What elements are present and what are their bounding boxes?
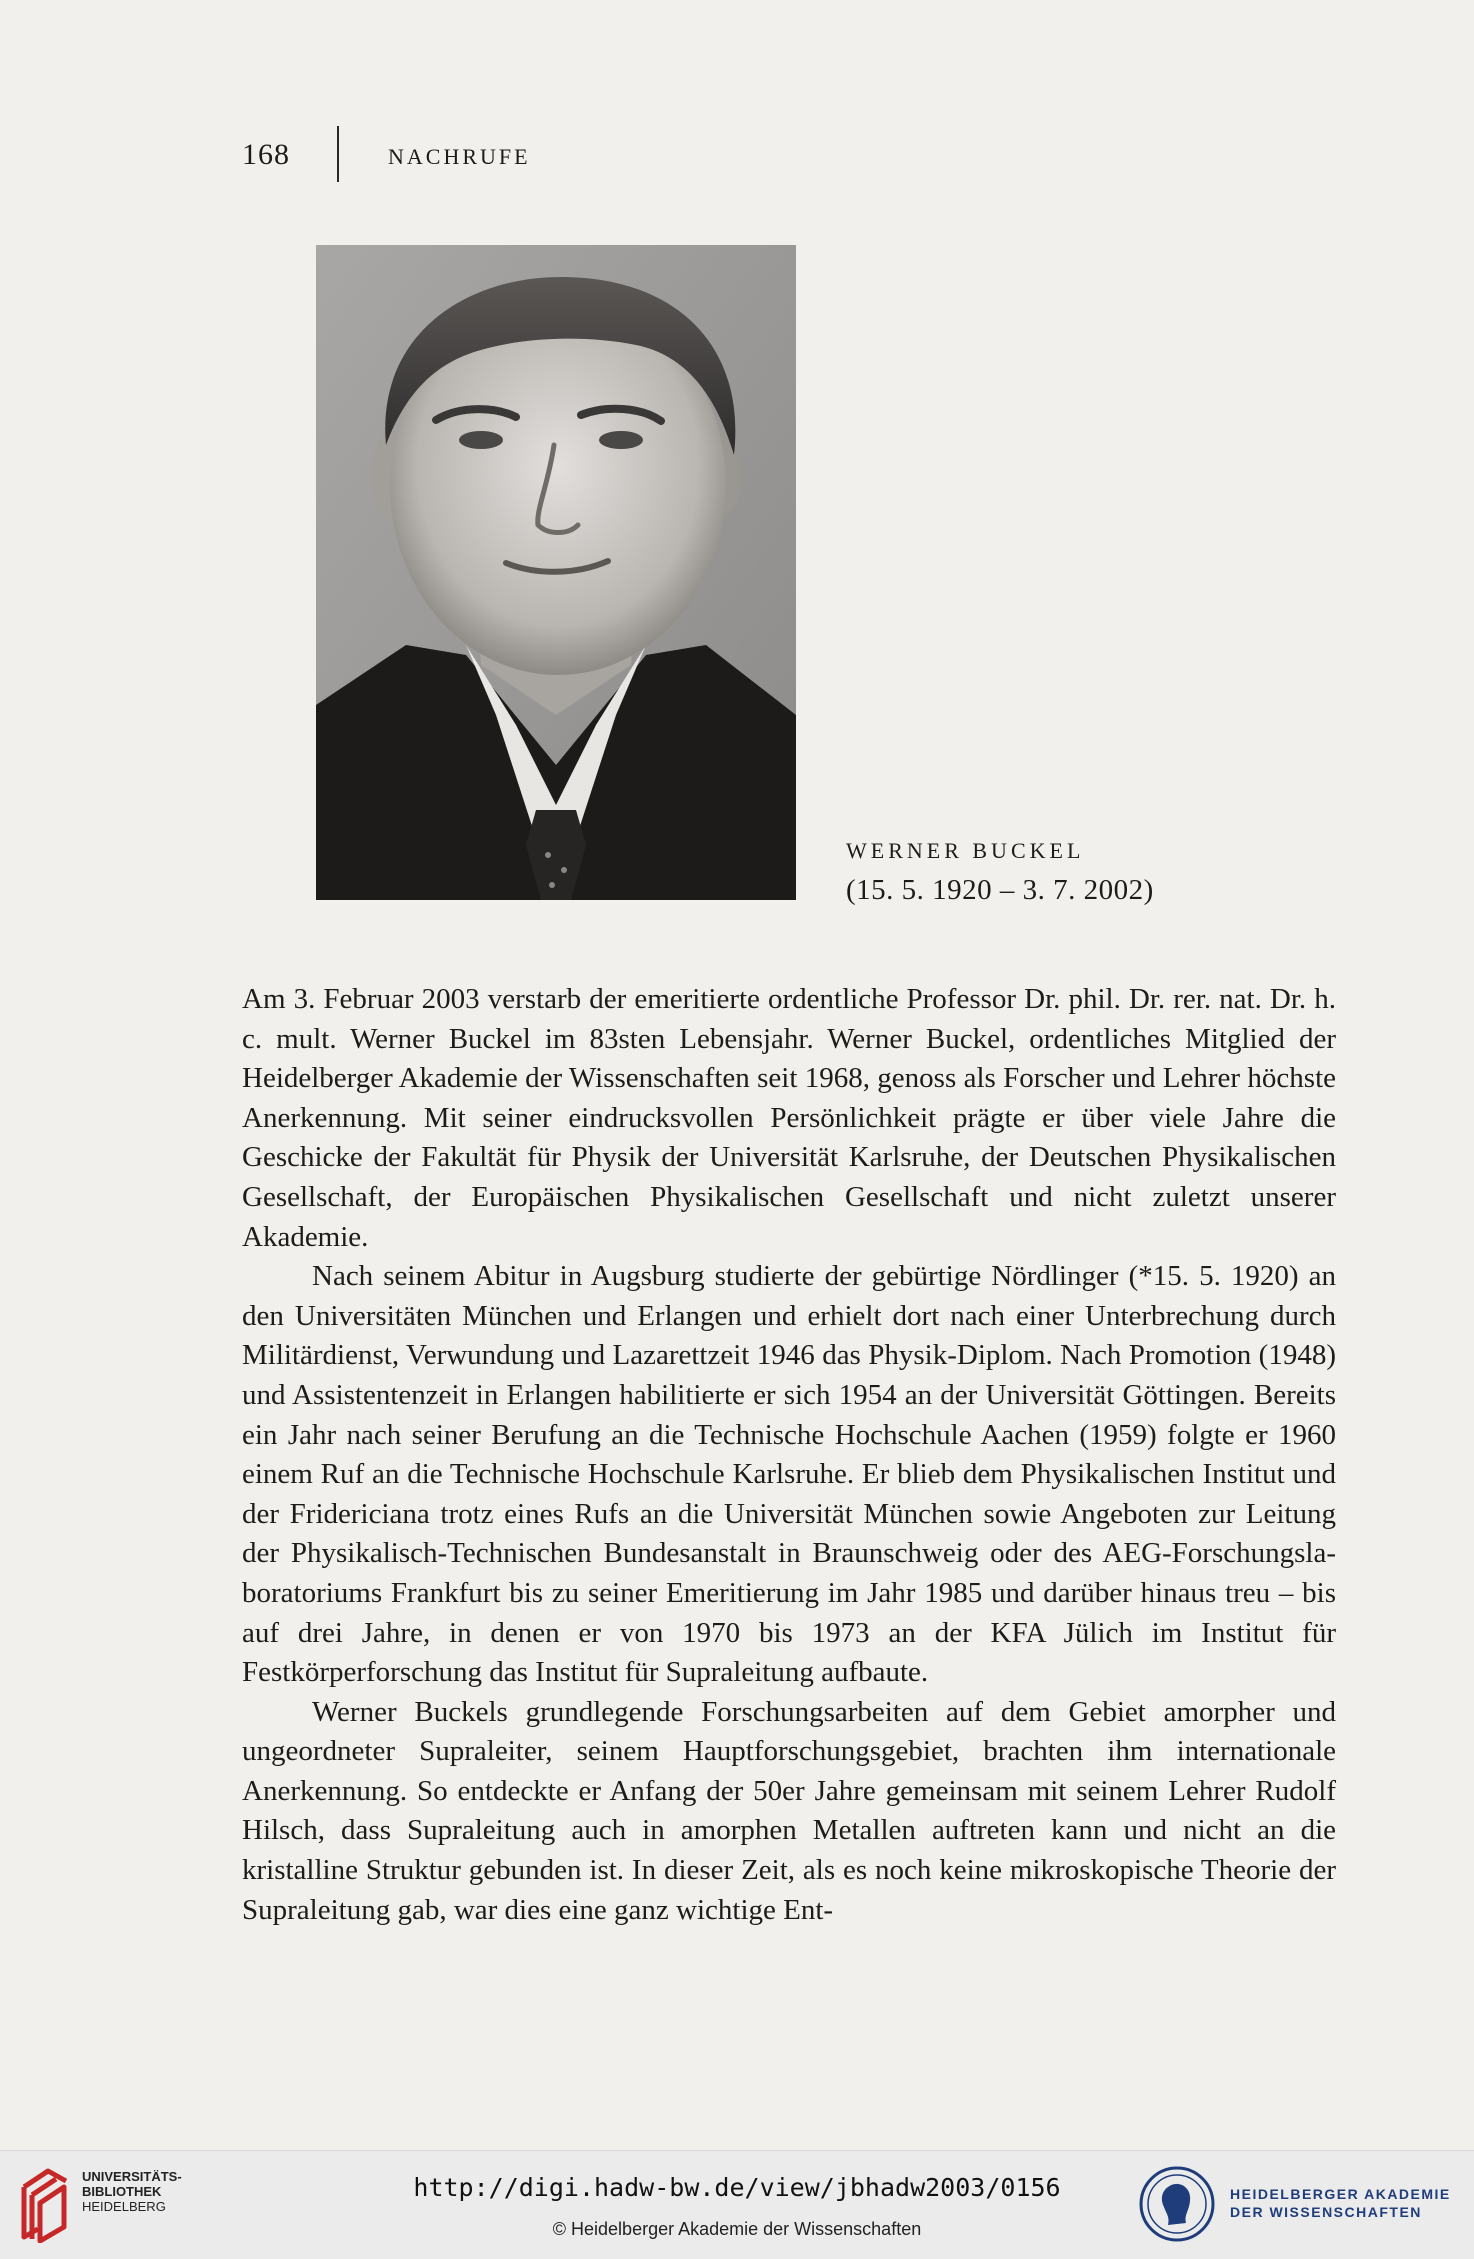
caption-dates: (15. 5. 1920 – 3. 7. 2002) <box>846 874 1154 906</box>
paragraph: Nach seinem Abitur in Augsburg studierte der gebürtige Nördlinger (*15. 5. 1920) an den Universitäten München und Erlangen und erhielt dort nach einer Unterbrechung durch Militärdienst, Verwundung und Lazarettzeit 1946 das Physik-Diplom. Nach Promotion (1948) und Assistentenzeit in Erlangen habilitierte er sich 1954 an der Universität Göttingen. Bereits ein Jahr nach seiner Berufung an die Technische Hochschule Aachen (1959) folgte er 1960 einem Ruf an die Technische Hochschule Karlsruhe. Er blieb dem Physikalischen Institut und der Fridericiana trotz eines Rufs an die Universität München sowie Angeboten zur Leitung der Physikalisch-Technischen Bundesanstalt in Braunschweig oder des AEG-Forschungslaboratoriums Frankfurt bis zu seiner Emeritierung im Jahr 1985 und darüber hinaus treu – bis auf drei Jahre, in denen er von 1970 bis 1973 an der KFA Jülich im Institut für Festkörperforschung das Institut für Supraleitung aufbaute. <box>242 1260 1336 1689</box>
running-head: NACHRUFE <box>388 144 531 169</box>
academy-line: HEIDELBERGER AKADEMIE <box>1230 2186 1451 2202</box>
portrait-photo-icon <box>316 245 796 900</box>
academy-name <box>1230 2185 1451 2221</box>
paragraph: Werner Buckels grundlegende Forschungsarbeiten auf dem Gebiet amorpher und ungeordneter Supraleiter, seinem Hauptforschungsgebiet, brachten ihm internationale Anerkennung. So entdeckte er Anfang der 50er Jahre gemeinsam mit seinem Lehrer Rudolf Hilsch, dass Supraleitung auch in amorphen Metallen auftreten kann und nicht an die kristalline Struktur gebunden ist. In dieser Zeit, als es noch keine mikroskopische Theorie der Supraleitung gab, war dies eine ganz wichtige Ent- <box>242 1695 1336 1926</box>
viewer-footer <box>0 2150 1474 2259</box>
header-divider <box>337 126 339 182</box>
academy-line: DER WISSENSCHAFTEN <box>1230 2204 1422 2220</box>
caption-name: WERNER BUCKEL <box>846 838 1085 863</box>
library-line: HEIDELBERG <box>82 2199 166 2214</box>
page-number: 168 <box>242 138 290 171</box>
paragraph: Am 3. Februar 2003 verstarb der emeritierte ordentliche Professor Dr. phil. Dr. rer. nat. Dr. h. c. mult. Werner Buckel im 83sten Lebensjahr. Werner Buckel, ordentliches Mitglied der Heidelberger Akademie der Wissenschaften seit 1968, genoss als Forscher und Lehrer höchste Anerkennung. Mit seiner eindrucksvollen Persönlichkeit prägte er über viele Jahre die Geschicke der Fakultät für Physik der Universität Karlsruhe, der Deutschen Physikalischen Gesellschaft, der Europäischen Physikalischen Gesellschaft und nicht zuletzt unserer Akademie. <box>242 983 1336 1253</box>
copyright-notice: © Heidelberger Akademie der Wissenschaften <box>552 2219 922 2239</box>
portrait-photo <box>316 245 796 900</box>
library-line: UNIVERSITÄTS- <box>82 2169 182 2184</box>
article-body <box>242 980 1336 1930</box>
library-line: BIBLIOTHEK <box>82 2184 162 2199</box>
academy-seal-icon <box>1138 2165 1216 2243</box>
permalink-url[interactable]: http://digi.hadw-bw.de/view/jbhadw2003/0156 <box>413 2173 1061 2202</box>
photo-caption <box>846 838 1166 907</box>
